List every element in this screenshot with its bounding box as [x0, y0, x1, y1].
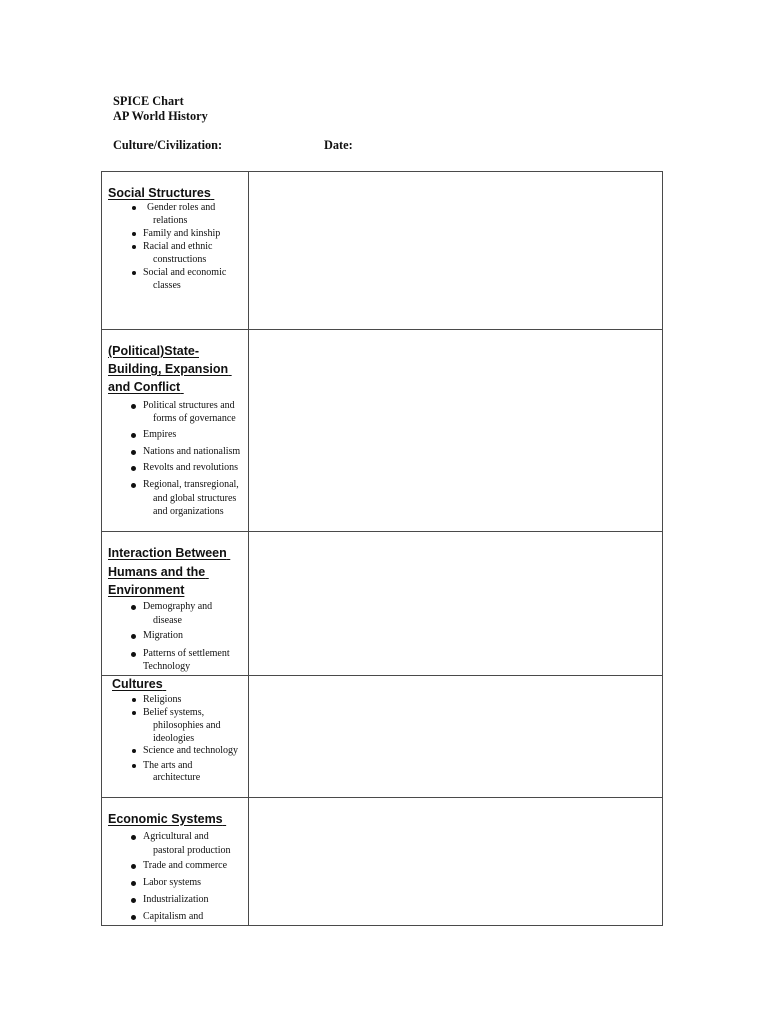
category-heading: Building, Expansion	[108, 361, 229, 376]
bullet-icon	[131, 605, 136, 610]
bullet-text: Trade and commerce	[143, 860, 228, 871]
bullet-icon	[132, 206, 136, 210]
bullet-item	[102, 877, 248, 889]
culture-civilization-label: Culture/Civilization:	[113, 137, 223, 152]
category-heading: (Political)State-	[108, 343, 199, 358]
row-interaction-environment	[101, 531, 663, 675]
bullet-text: Migration	[143, 630, 183, 641]
bullet-text: Regional, transregional,	[143, 479, 239, 490]
bullet-item	[102, 446, 248, 458]
bullet-text: Belief systems,	[143, 707, 205, 718]
bullet-icon	[131, 652, 136, 657]
bullet-icon	[131, 881, 136, 886]
bullet-text: Industrialization	[143, 894, 209, 905]
bullet-text: forms of governance	[153, 413, 236, 424]
bullet-text: classes	[153, 280, 181, 291]
bullet-text: Racial and ethnic	[143, 241, 213, 252]
bullet-item	[102, 202, 248, 226]
bullet-text: Demography and	[143, 601, 213, 612]
bullet-text: Technology	[143, 661, 191, 672]
bullet-text: Social and economic	[143, 267, 227, 278]
bullet-text: Revolts and revolutions	[143, 462, 238, 473]
bullet-item	[102, 228, 248, 240]
bullet-item	[102, 894, 248, 906]
row-political	[101, 329, 663, 531]
row-economic-systems	[101, 797, 663, 926]
page-title: SPICE Chart	[113, 93, 184, 108]
bullet-text: The arts and	[143, 760, 193, 771]
bullet-item	[102, 267, 248, 291]
bullet-icon	[131, 898, 136, 903]
category-cell	[102, 532, 249, 675]
bullet-icon	[132, 245, 136, 249]
category-heading: Cultures	[112, 676, 163, 691]
bullet-text: and global structures	[153, 493, 237, 504]
bullet-text: Religions	[143, 694, 182, 705]
bullet-icon	[131, 634, 136, 639]
category-heading: Economic Systems	[108, 811, 223, 826]
bullet-text: Labor systems	[143, 877, 202, 888]
notes-cell	[249, 532, 662, 675]
bullet-item	[102, 630, 248, 642]
bullet-text: ideologies	[153, 733, 195, 744]
bullet-text: constructions	[153, 254, 207, 265]
bullet-icon	[132, 271, 136, 275]
bullet-icon	[131, 450, 136, 455]
bullet-item	[102, 479, 248, 517]
bullet-icon	[132, 711, 136, 715]
category-heading: Interaction Between	[108, 545, 227, 560]
category-cell	[102, 330, 249, 531]
category-cell	[102, 172, 249, 329]
category-heading: Humans and the	[108, 564, 206, 579]
bullet-icon	[131, 466, 136, 471]
notes-cell	[249, 676, 662, 797]
notes-cell	[249, 172, 662, 329]
category-cell	[102, 798, 249, 925]
bullet-icon	[131, 915, 136, 920]
bullet-text: Nations and nationalism	[143, 446, 241, 457]
bullet-icon	[131, 835, 136, 840]
course-name: AP World History	[113, 108, 208, 123]
bullet-item	[102, 648, 248, 660]
bullet-icon	[131, 433, 136, 438]
category-heading: and Conflict	[108, 379, 181, 394]
category-heading: Environment	[108, 582, 185, 597]
row-cultures	[101, 675, 663, 797]
bullet-text: Capitalism and	[143, 911, 204, 922]
bullet-item	[102, 707, 248, 744]
bullet-item	[102, 760, 248, 783]
bullet-text: Patterns of settlement	[143, 648, 230, 659]
bullet-icon	[131, 864, 136, 869]
bullet-text: philosophies and	[153, 720, 221, 731]
bullet-item	[102, 429, 248, 441]
bullet-icon	[132, 764, 136, 768]
bullet-text: Science and technology	[143, 745, 238, 756]
category-heading: Social Structures	[108, 186, 211, 200]
bullet-text: architecture	[153, 772, 201, 783]
bullet-text: Empires	[143, 429, 177, 440]
bullet-item	[102, 241, 248, 265]
bullet-icon	[131, 483, 136, 488]
bullet-text: Gender roles and	[147, 202, 216, 213]
category-cell	[102, 676, 249, 797]
bullet-item	[102, 911, 248, 923]
spice-table	[101, 171, 663, 926]
bullet-icon	[132, 232, 136, 236]
bullet-icon	[131, 404, 136, 409]
bullet-text: Family and kinship	[143, 228, 221, 239]
bullet-icon	[132, 749, 136, 753]
bullet-text: Political structures and	[143, 400, 235, 411]
bullet-item	[102, 860, 248, 872]
bullet-text: relations	[153, 215, 188, 226]
date-label: Date:	[324, 137, 353, 152]
bullet-icon	[132, 698, 136, 702]
bullet-item	[102, 831, 248, 856]
bullet-item	[102, 462, 248, 474]
bullet-text: and organizations	[153, 506, 224, 517]
bullet-item	[102, 694, 248, 706]
notes-cell	[249, 798, 662, 925]
bullet-item	[102, 400, 248, 424]
bullet-item	[102, 661, 248, 673]
bullet-item	[102, 601, 248, 626]
bullet-text: disease	[153, 615, 182, 626]
row-social-structures	[101, 171, 663, 329]
bullet-text: pastoral production	[153, 845, 231, 856]
notes-cell	[249, 330, 662, 531]
bullet-text: Agricultural and	[143, 831, 209, 842]
bullet-item	[102, 745, 248, 757]
